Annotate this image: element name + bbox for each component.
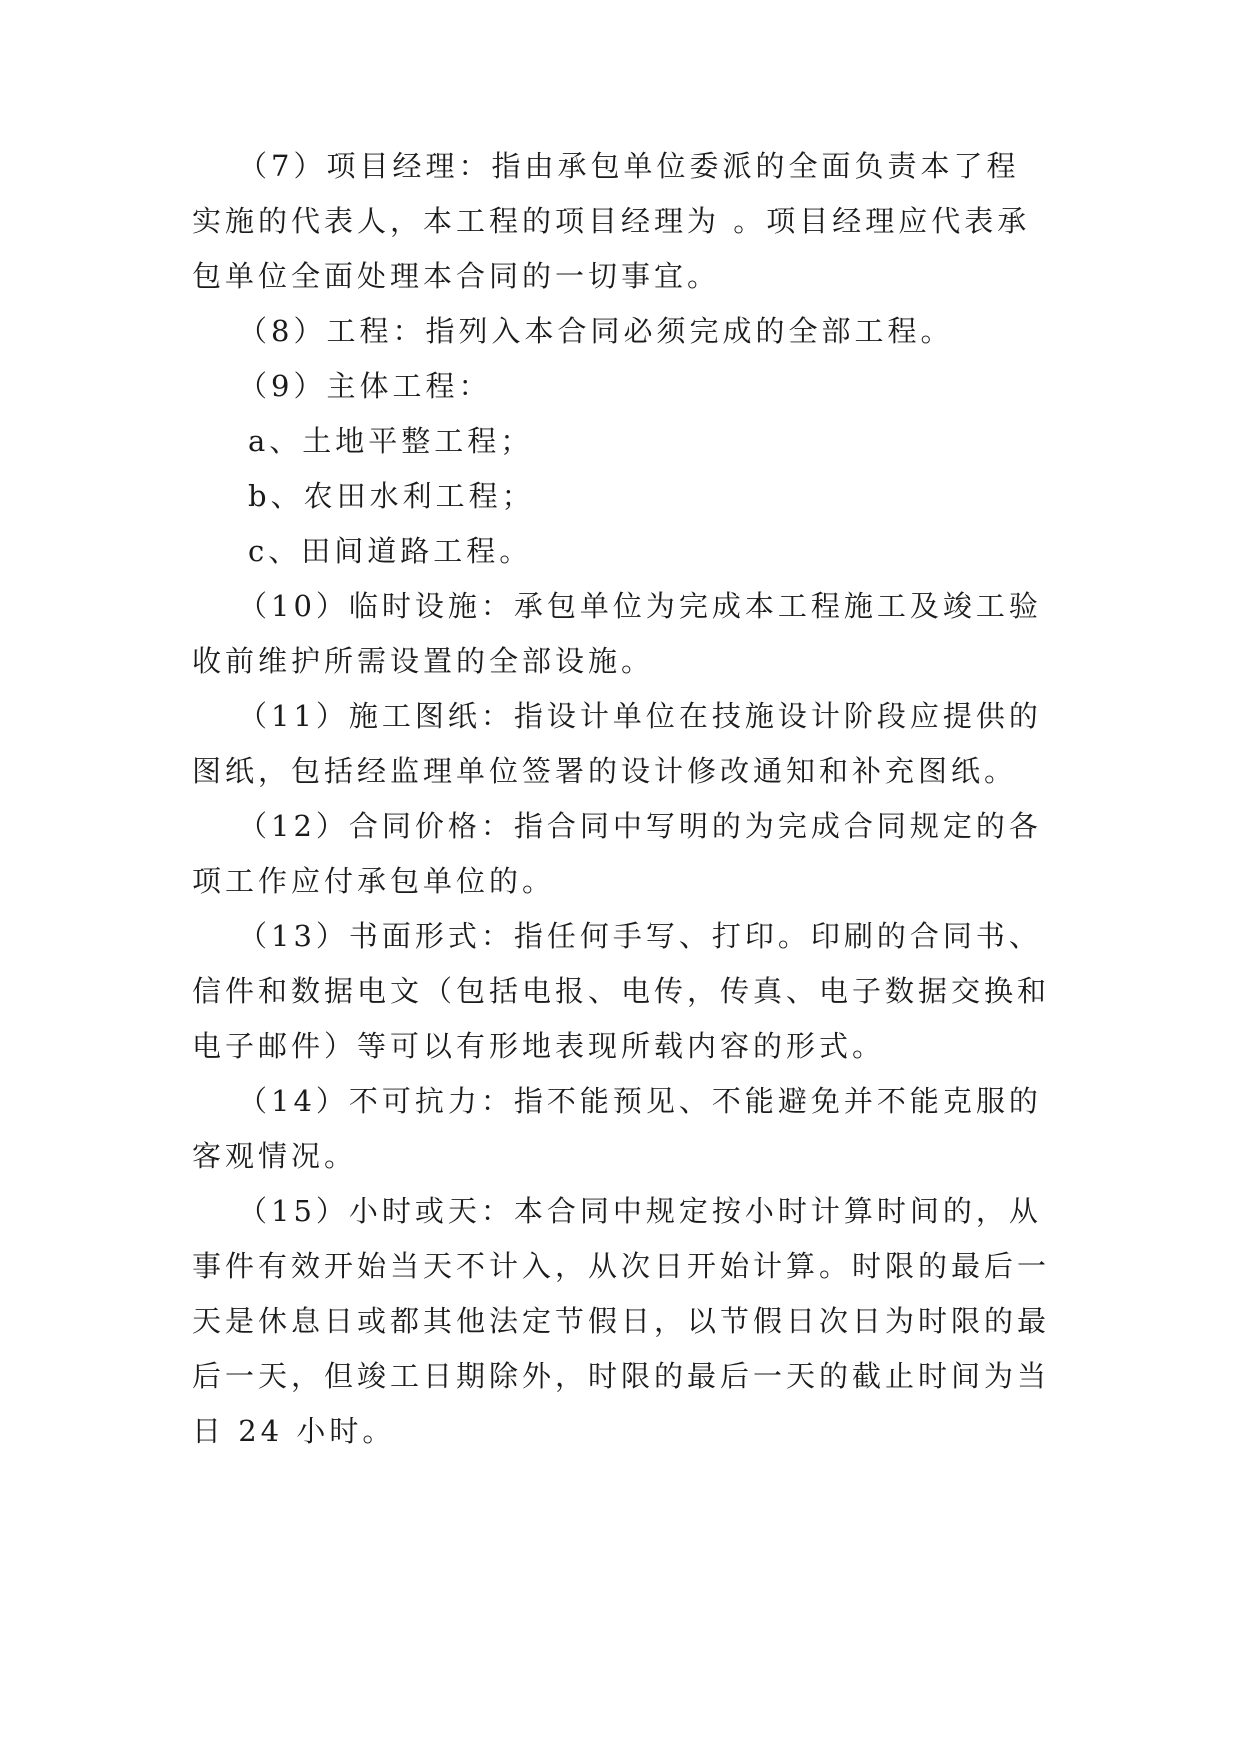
text-line: （11）施工图纸：指设计单位在技施设计阶段应提供的 bbox=[238, 699, 1042, 733]
text-line: 后一天，但竣工日期除外，时限的最后一天的截止时间为当 bbox=[192, 1359, 1051, 1393]
text-line: （15）小时或天：本合同中规定按小时计算时间的，从 bbox=[238, 1194, 1042, 1228]
text-line: （7）项目经理：指由承包单位委派的全面负责本了程 bbox=[238, 149, 1020, 183]
text-line: 天是休息日或都其他法定节假日，以节假日次日为时限的最 bbox=[192, 1304, 1051, 1338]
text-line: 实施的代表人，本工程的项目经理为 。项目经理应代表承 bbox=[192, 204, 1031, 238]
text-line: c、田间道路工程。 bbox=[248, 534, 533, 568]
text-line: 图纸，包括经监理单位签署的设计修改通知和补充图纸。 bbox=[192, 754, 1018, 788]
text-line: 收前维护所需设置的全部设施。 bbox=[192, 644, 655, 678]
text-line: （14）不可抗力：指不能预见、不能避免并不能克服的 bbox=[238, 1084, 1042, 1118]
text-line: （9）主体工程： bbox=[238, 369, 492, 403]
text-line: b、农田水利工程； bbox=[248, 479, 535, 513]
text-line: 项工作应付承包单位的。 bbox=[192, 864, 556, 898]
text-line: （12）合同价格：指合同中写明的为完成合同规定的各 bbox=[238, 809, 1042, 843]
text-line: （13）书面形式：指任何手写、打印。印刷的合同书、 bbox=[238, 919, 1042, 953]
text-line: 包单位全面处理本合同的一切事宜。 bbox=[192, 259, 721, 293]
text-line: 电子邮件）等可以有形地表现所载内容的形式。 bbox=[192, 1029, 886, 1063]
text-line: （8）工程：指列入本合同必须完成的全部工程。 bbox=[238, 314, 954, 348]
text-line: 信件和数据电文（包括电报、电传，传真、电子数据交换和 bbox=[192, 974, 1051, 1008]
text-line: （10）临时设施：承包单位为完成本工程施工及竣工验 bbox=[238, 589, 1042, 623]
text-line: a、土地平整工程； bbox=[248, 424, 534, 458]
text-line: 日 24 小时。 bbox=[192, 1414, 396, 1448]
text-line: 事件有效开始当天不计入，从次日开始计算。时限的最后一 bbox=[192, 1249, 1051, 1283]
text-line: 客观情况。 bbox=[192, 1139, 358, 1173]
